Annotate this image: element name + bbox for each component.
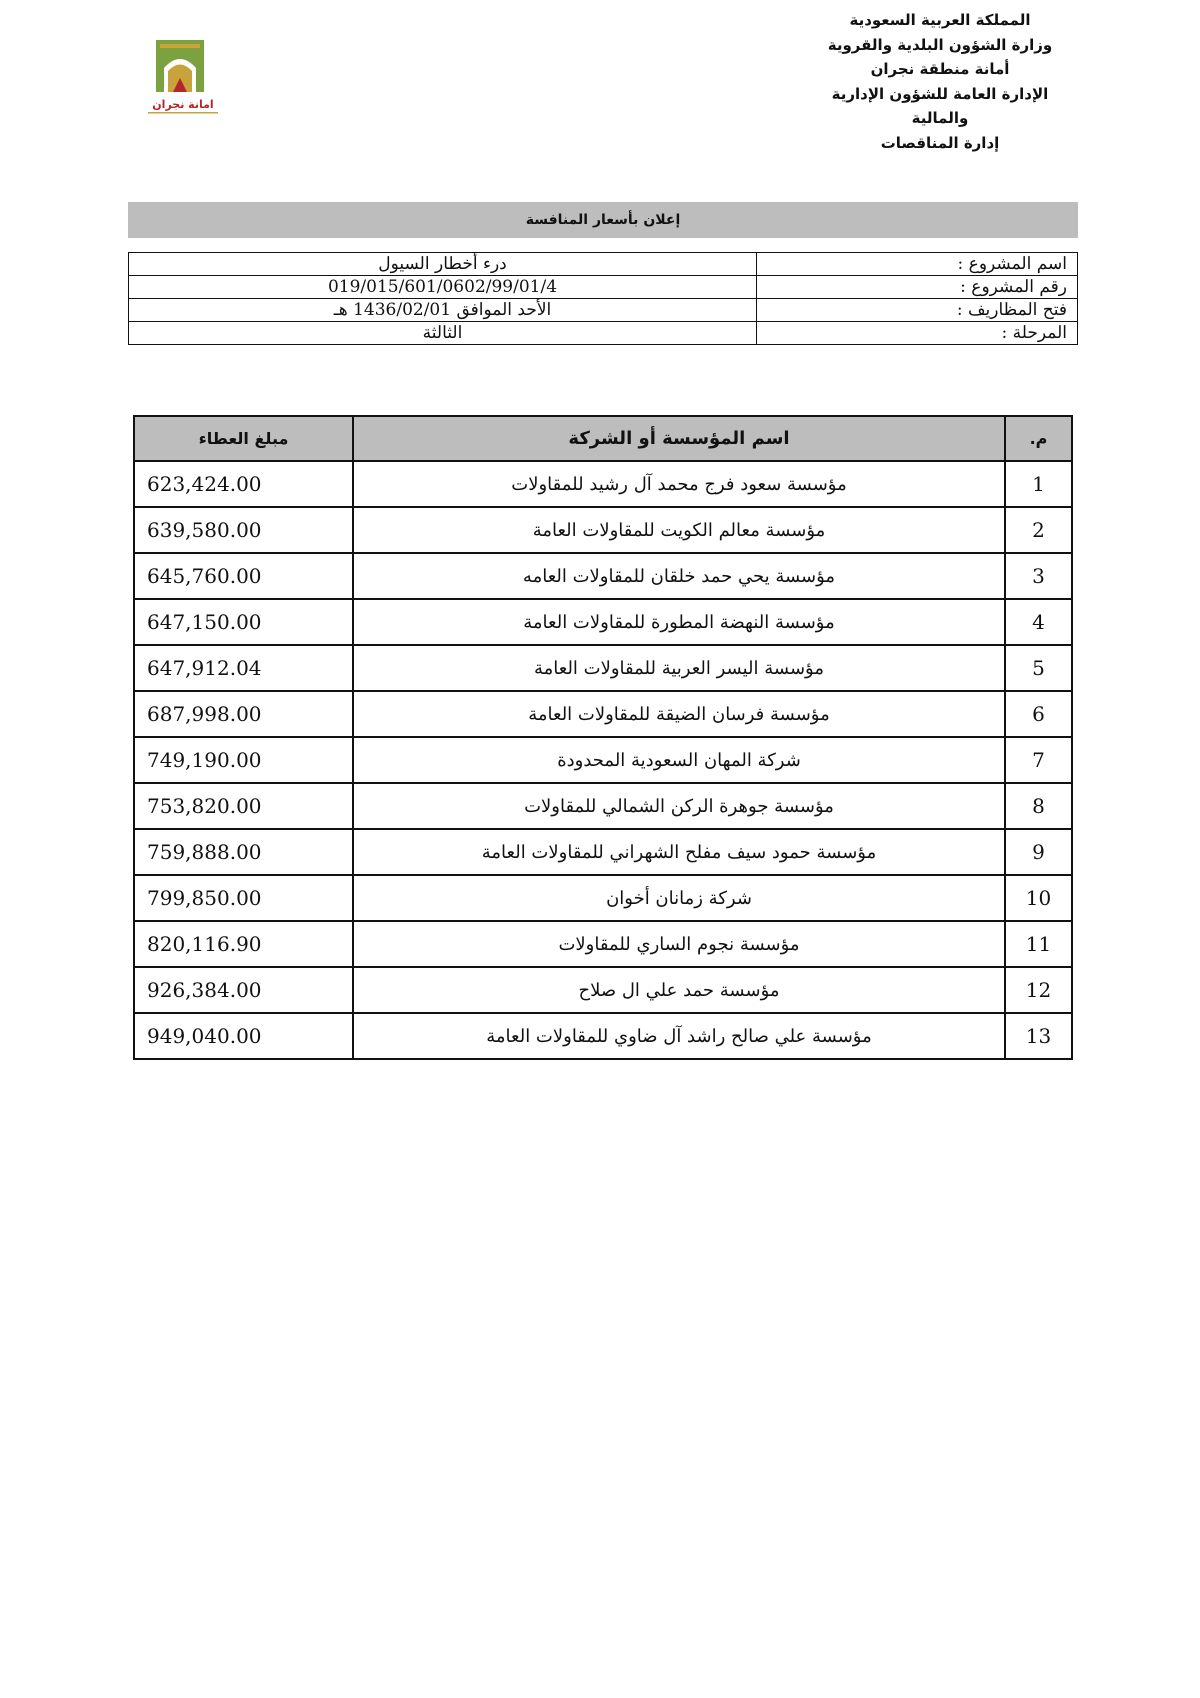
bid-amount: 749,190.00	[134, 737, 353, 783]
bid-amount: 759,888.00	[134, 829, 353, 875]
company-name: مؤسسة فرسان الضيقة للمقاولات العامة	[353, 691, 1005, 737]
column-header-name: اسم المؤسسة أو الشركة	[353, 416, 1005, 461]
row-number: 13	[1005, 1013, 1072, 1059]
info-label: المرحلة :	[757, 322, 1078, 345]
row-number: 12	[1005, 967, 1072, 1013]
bid-amount: 647,912.04	[134, 645, 353, 691]
company-name: مؤسسة سعود فرج محمد آل رشيد للمقاولات	[353, 461, 1005, 507]
letterhead-line: إدارة المناقصات	[880, 133, 1000, 152]
column-header-number: م.	[1005, 416, 1072, 461]
table-row	[134, 1013, 1072, 1059]
letterhead-line: المملكة العربية السعودية	[849, 11, 1031, 29]
row-number: 5	[1005, 645, 1072, 691]
row-number: 4	[1005, 599, 1072, 645]
table-row	[134, 737, 1072, 783]
info-label: رقم المشروع :	[757, 276, 1078, 299]
info-value: درء أخطار السيول	[129, 253, 757, 276]
row-number: 9	[1005, 829, 1072, 875]
najran-municipality-logo	[138, 38, 228, 118]
info-row	[129, 299, 1078, 322]
company-name: مؤسسة يحي حمد خلقان للمقاولات العامه	[353, 553, 1005, 599]
row-number: 7	[1005, 737, 1072, 783]
table-row	[134, 553, 1072, 599]
table-row	[134, 875, 1072, 921]
bids-header-row	[134, 416, 1072, 461]
company-name: شركة المهان السعودية المحدودة	[353, 737, 1005, 783]
bid-amount: 623,424.00	[134, 461, 353, 507]
bid-amount: 820,116.90	[134, 921, 353, 967]
info-value: الثالثة	[129, 322, 757, 345]
company-name: شركة زمانان أخوان	[353, 875, 1005, 921]
company-name: مؤسسة نجوم الساري للمقاولات	[353, 921, 1005, 967]
row-number: 11	[1005, 921, 1072, 967]
company-name: مؤسسة حمود سيف مفلح الشهراني للمقاولات العامة	[353, 829, 1005, 875]
company-name: مؤسسة جوهرة الركن الشمالي للمقاولات	[353, 783, 1005, 829]
table-row	[134, 967, 1072, 1013]
info-value: الأحد الموافق 1436/02/01 هـ	[129, 299, 757, 322]
bid-amount: 753,820.00	[134, 783, 353, 829]
table-row	[134, 921, 1072, 967]
letterhead-line: وزارة الشؤون البلدية والقروية	[827, 35, 1053, 54]
company-name: مؤسسة حمد علي ال صلاح	[353, 967, 1005, 1013]
bid-amount: 639,580.00	[134, 507, 353, 553]
bid-amount: 949,040.00	[134, 1013, 353, 1059]
bids-table	[133, 415, 1073, 1060]
row-number: 10	[1005, 875, 1072, 921]
row-number: 2	[1005, 507, 1072, 553]
info-label: اسم المشروع :	[757, 253, 1078, 276]
row-number: 3	[1005, 553, 1072, 599]
bid-amount: 645,760.00	[134, 553, 353, 599]
letterhead-line: أمانة منطقة نجران	[870, 60, 1010, 78]
info-label: فتح المظاريف :	[757, 299, 1078, 322]
project-info-table	[128, 252, 1078, 345]
table-row	[134, 829, 1072, 875]
company-name: مؤسسة معالم الكويت للمقاولات العامة	[353, 507, 1005, 553]
letterhead	[810, 8, 1070, 155]
svg-text:امانة نجران: امانة نجران	[152, 98, 214, 111]
table-row	[134, 783, 1072, 829]
column-header-amount: مبلغ العطاء	[134, 416, 353, 461]
table-row	[134, 645, 1072, 691]
company-name: مؤسسة النهضة المطورة للمقاولات العامة	[353, 599, 1005, 645]
row-number: 6	[1005, 691, 1072, 737]
info-row	[129, 253, 1078, 276]
table-row	[134, 461, 1072, 507]
announcement-title: إعلان بأسعار المنافسة	[128, 202, 1078, 238]
bid-amount: 687,998.00	[134, 691, 353, 737]
row-number: 1	[1005, 461, 1072, 507]
table-row	[134, 691, 1072, 737]
info-row	[129, 276, 1078, 299]
table-row	[134, 507, 1072, 553]
bid-amount: 926,384.00	[134, 967, 353, 1013]
info-value: 019/015/601/0602/99/01/4	[129, 276, 757, 299]
info-row	[129, 322, 1078, 345]
company-name: مؤسسة علي صالح راشد آل ضاوي للمقاولات العامة	[353, 1013, 1005, 1059]
letterhead-line: الإدارة العامة للشؤون الإدارية	[831, 84, 1049, 103]
bid-amount: 799,850.00	[134, 875, 353, 921]
letterhead-line: والمالية	[911, 109, 969, 127]
company-name: مؤسسة اليسر العربية للمقاولات العامة	[353, 645, 1005, 691]
table-row	[134, 599, 1072, 645]
row-number: 8	[1005, 783, 1072, 829]
bid-amount: 647,150.00	[134, 599, 353, 645]
